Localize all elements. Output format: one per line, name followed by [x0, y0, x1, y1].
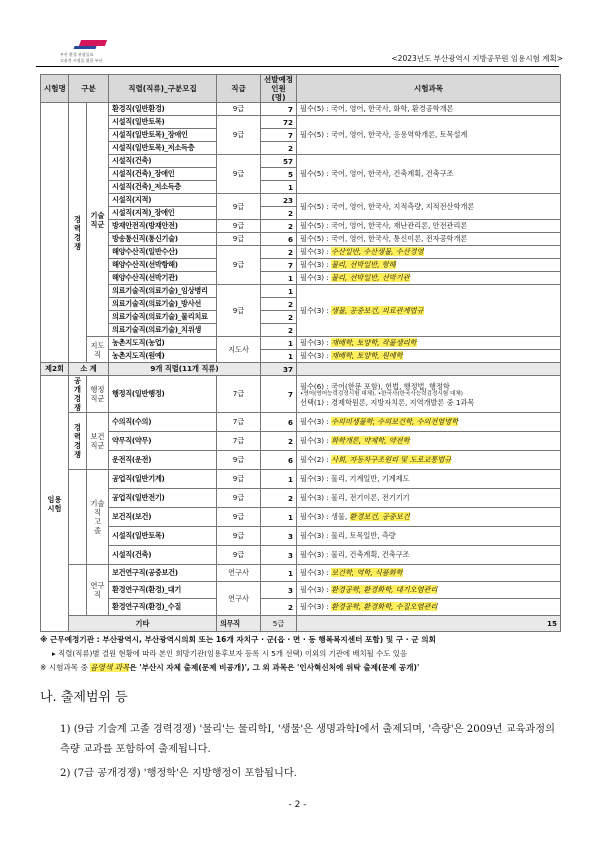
subject-highlight: 보건학, 역학, 식품화학	[331, 568, 403, 577]
count-cell: 2	[261, 432, 297, 451]
count-cell: 3	[261, 527, 297, 546]
job-cell: 시설직(일반토목)	[109, 116, 217, 129]
job-cell: 방재안전직(방재안전)	[109, 220, 217, 233]
subject-highlight: 화학개론, 약제학, 약전학	[331, 436, 410, 445]
gubun-sub: 보건 직군	[87, 413, 109, 470]
job-cell: 의료기술직(의료기술)_방사선	[109, 298, 217, 311]
subject-prefix: 필수(3) :	[300, 260, 332, 269]
job-cell: 환경연구직(환경)_대기	[109, 582, 217, 599]
subject-highlight: 재배학, 토양학, 원예학	[331, 351, 403, 360]
table-row	[41, 259, 561, 272]
grade-cell: 7급	[217, 413, 261, 432]
count-cell: 2	[261, 311, 297, 324]
count-cell: 2	[261, 220, 297, 233]
other-label: 기타	[69, 616, 217, 632]
job-cell: 약무직(약무)	[109, 432, 217, 451]
gubun-cell	[69, 470, 87, 565]
subject-line: •영어(영어능력검정시험 대체), •한국사(한국사능력검정시험 대체)	[300, 390, 463, 397]
section-title: 나. 출제범위 등	[40, 690, 128, 705]
count-cell: 7	[261, 103, 297, 116]
subject-highlight: 물리, 선박일반, 선박기관	[331, 273, 410, 282]
col-header: 직급	[217, 75, 261, 103]
subject-prefix: 필수(3) :	[300, 417, 332, 426]
grade-cell: 9급	[217, 220, 261, 233]
count-cell: 6	[261, 413, 297, 432]
subject-cell	[297, 432, 561, 451]
gubun-sub: 기술직 고 졸	[87, 470, 109, 565]
job-cell: 운전직(운전)	[109, 451, 217, 470]
col-header: 구분	[69, 75, 109, 103]
count-cell: 2	[261, 142, 297, 155]
job-cell: 해양수산직(선박항해)	[109, 259, 217, 272]
exam-table	[40, 74, 561, 632]
count-cell: 1	[261, 350, 297, 363]
grade-cell: 9급	[217, 285, 261, 337]
count-cell: 1	[261, 181, 297, 194]
job-cell: 시설직(일반토목)_저소득층	[109, 142, 217, 155]
count-cell: 7	[261, 376, 297, 413]
subject-line: 필수(6) : 국어(한문 포함), 헌법, 행정법, 행정학	[300, 381, 450, 391]
grade-cell: 9급	[217, 116, 261, 155]
page-header: <2023년도 부산광역시 지방공무원 임용시험 계획>	[391, 54, 563, 63]
grade-cell: 9급	[217, 527, 261, 546]
subtotal-label: 소 계	[69, 363, 109, 376]
gubun-sub: 행정 직군	[87, 376, 109, 413]
job-cell: 시설직(지적)	[109, 194, 217, 207]
subject-cell	[297, 259, 561, 272]
job-cell: 농촌지도직(농업)	[109, 337, 217, 350]
gubun-cell: 경력 경쟁	[69, 413, 87, 470]
job-cell: 의료기술직(의료기술)_임상병리	[109, 285, 217, 298]
table-row	[41, 470, 561, 489]
job-cell: 환경직(일반환경)	[109, 103, 217, 116]
logo-line2: 고품격 시정을 위한 부산	[60, 58, 103, 63]
job-cell: 의무직	[217, 616, 261, 632]
logo-line1: 부산 환경 관광물표	[60, 52, 94, 57]
subject-highlight: 환경공학, 환경화학, 대기오염관리	[331, 585, 438, 594]
grade-cell: 9급	[217, 470, 261, 489]
count-cell: 23	[261, 194, 297, 207]
count-cell: 2	[261, 324, 297, 337]
count-cell: 7	[261, 259, 297, 272]
grade-cell: 9급	[217, 246, 261, 285]
subject-highlight: 물리, 선박일반, 항해	[331, 260, 396, 269]
count-cell: 3	[261, 582, 297, 599]
table-header-row	[41, 75, 561, 103]
grade-cell: 7급	[217, 376, 261, 413]
job-cell: 수의직(수의)	[109, 413, 217, 432]
subject-cell	[297, 350, 561, 363]
table-row	[41, 599, 561, 616]
subject-highlight: 환경보건, 공중보건	[349, 512, 410, 521]
job-cell: 해양수산직(일반수산)	[109, 246, 217, 259]
count-cell: 1	[261, 272, 297, 285]
col-header: 시험과목	[297, 75, 561, 103]
job-cell: 시설직(건축)_저소득층	[109, 181, 217, 194]
count-cell: 5	[261, 168, 297, 181]
col-header: 직렬(직류)_구분모집	[109, 75, 217, 103]
subject-highlight: 수의미생물학, 수의보건학, 수의전염병학	[331, 417, 459, 426]
grade-cell: 9급	[217, 233, 261, 246]
gubun-sub: 연구직	[87, 565, 109, 616]
job-cell: 의료기술직(의료기술)_물리치료	[109, 311, 217, 324]
subject-cell: 필수(5) : 국어, 영어, 한국사, 지적측량, 지적전산학개론	[297, 194, 561, 220]
subtotal-blank	[297, 363, 561, 376]
table-row	[41, 527, 561, 546]
subject-highlight: 사회, 자동차구조원리 및 도로교통법규	[331, 455, 452, 464]
subtotal-count: 37	[261, 363, 297, 376]
job-cell: 시설직(일반토목)	[109, 527, 217, 546]
note-text: ※ 시험과목 중	[40, 663, 91, 672]
job-cell: 시설직(지적)_장애인	[109, 207, 217, 220]
grade-cell: 9급	[217, 451, 261, 470]
job-cell: 방송통신직(통신기술)	[109, 233, 217, 246]
table-row	[41, 489, 561, 508]
job-cell: 시설직(건축)	[109, 155, 217, 168]
subject-cell: 필수(3) : 물리, 토목일반, 측량	[297, 527, 561, 546]
gubun-cell	[69, 565, 87, 616]
subject-cell: 필수(3) : 물리, 기계일반, 기계제도	[297, 470, 561, 489]
subject-cell	[297, 413, 561, 432]
subject-highlight: 생물, 공중보건, 의료관계법규	[331, 305, 424, 315]
subject-cell	[297, 246, 561, 259]
grade-cell: 9급	[217, 194, 261, 220]
subject-cell	[297, 565, 561, 582]
grade-cell: 9급	[217, 508, 261, 527]
header-rule	[36, 66, 559, 67]
subject-prefix: 필수(3) :	[300, 351, 332, 360]
subject-prefix: 필수(3) :	[300, 305, 332, 315]
note-text: 은 '부산시 자체 출제(문제 비공개)', 그 외 과목은 '인사혁신처에 위탁 출제(문제 공개)'	[129, 663, 420, 672]
count-cell: 1	[261, 565, 297, 582]
job-cell: 시설직(일반토목)_장애인	[109, 129, 217, 142]
subject-cell	[297, 285, 561, 337]
grade-cell: 9급	[217, 546, 261, 565]
job-cell: 공업직(일반전기)	[109, 489, 217, 508]
table-row	[41, 546, 561, 565]
count-cell: 2	[261, 489, 297, 508]
table-row	[41, 272, 561, 285]
subject-prefix: 필수(3) :	[300, 247, 332, 256]
count-cell: 2	[261, 246, 297, 259]
gubun-cell: 경력 경쟁	[69, 103, 87, 363]
job-cell: 의료기술직(의료기술)_치위생	[109, 324, 217, 337]
count-cell: 57	[261, 155, 297, 168]
grade-cell: 연구사	[217, 565, 261, 582]
count-cell: 1	[261, 508, 297, 527]
subtotal-exam: 제2회	[41, 363, 69, 376]
table-row	[41, 337, 561, 350]
count-cell: 1	[261, 470, 297, 489]
count-cell: 2	[261, 298, 297, 311]
gubun-sub: 기술 직군	[87, 103, 109, 337]
subject-prefix: 필수(3) : 생물,	[300, 512, 350, 521]
table-row	[41, 103, 561, 116]
grade-cell: 9급	[217, 155, 261, 194]
subject-cell: 필수(5) : 국어, 영어, 한국사, 건축계획, 건축구조	[297, 155, 561, 194]
table-row	[41, 376, 561, 413]
job-cell: 보건연구직(공중보건)	[109, 565, 217, 582]
subject-prefix: 필수(3) :	[300, 273, 332, 282]
count-cell: 72	[261, 116, 297, 129]
subject-cell: 필수(5) : 국어, 영어, 한국사, 응용역학개론, 토목설계	[297, 116, 561, 155]
count-cell: 6	[261, 233, 297, 246]
table-row	[41, 285, 561, 298]
count-cell: 1	[261, 337, 297, 350]
table-row	[41, 565, 561, 582]
subject-cell	[297, 376, 561, 413]
subject-highlight: 재배학, 토양학, 작물생리학	[331, 338, 417, 347]
subject-prefix: 필수(3) :	[300, 338, 332, 347]
other-row	[41, 616, 561, 632]
subject-cell	[297, 508, 561, 527]
subject-cell: 필수(5) : 국어, 영어, 한국사, 재난관리론, 안전관리론	[297, 220, 561, 233]
job-cell: 시설직(건축)_장애인	[109, 168, 217, 181]
subject-cell: 필수(5) : 국어, 영어, 한국사, 화학, 환경공학개론	[297, 103, 561, 116]
grade-cell: 7급	[217, 432, 261, 451]
job-cell: 농촌지도직(원예)	[109, 350, 217, 363]
subject-cell	[297, 599, 561, 616]
count-cell: 2	[261, 207, 297, 220]
table-row	[41, 220, 561, 233]
table-row	[41, 116, 561, 129]
subject-cell	[297, 582, 561, 599]
count-cell: 3	[261, 546, 297, 565]
col-header: 선발예정 인원 (명)	[261, 75, 297, 103]
count-cell: 15	[297, 616, 561, 632]
note-highlight: 음영색 과목	[90, 663, 130, 672]
count-cell: 7	[261, 129, 297, 142]
grade-cell: 5급	[261, 616, 297, 632]
note-workplace: ※ 근무예정기관 : 부산광역시, 부산광역시의회 또는 16개 자치구 · 군(읍 · 면 · 동 행복복지센터 포함) 및 구 · 군 의회	[40, 635, 436, 644]
count-cell: 1	[261, 285, 297, 298]
job-cell: 행정직(일반행정)	[109, 376, 217, 413]
subject-cell: 필수(5) : 국어, 영어, 한국사, 통신이론, 전자공학개론	[297, 233, 561, 246]
subject-cell	[297, 337, 561, 350]
logo	[60, 40, 106, 66]
job-cell: 보건직(보건)	[109, 508, 217, 527]
grade-cell: 9급	[217, 489, 261, 508]
grade-cell: 지도사	[217, 337, 261, 363]
note-subjects	[40, 662, 419, 673]
paragraph-1: 1) (9급 기술계 고졸 경력경쟁) '물리'는 물리학Ⅰ, '생물'은 생명과학Ⅰ에서 출제되며, '측량'은 2009년 교육과정의 측량 교과를 포함하여 출제됩니다.	[60, 724, 555, 755]
subtotal-row	[41, 363, 561, 376]
subject-highlight: 수산일반, 수산생물, 수산경영	[331, 247, 424, 256]
job-cell: 공업직(일반기계)	[109, 470, 217, 489]
table-row	[41, 194, 561, 207]
table-row	[41, 451, 561, 470]
table-row	[41, 246, 561, 259]
table-row	[41, 233, 561, 246]
subject-cell: 필수(3) : 물리, 전기이론, 전기기기	[297, 489, 561, 508]
grade-cell: 9급	[217, 103, 261, 116]
table-row	[41, 582, 561, 599]
grade-cell: 연구사	[217, 582, 261, 616]
table-row	[41, 508, 561, 527]
table-row	[41, 432, 561, 451]
count-cell: 2	[261, 599, 297, 616]
table-row	[41, 350, 561, 363]
subtotal-desc: 9개 직렬(11개 직류)	[109, 363, 261, 376]
exam-cell	[41, 103, 69, 363]
exam-cell: 임용 시험	[41, 376, 69, 632]
count-cell: 6	[261, 451, 297, 470]
job-cell: 환경연구직(환경)_수질	[109, 599, 217, 616]
job-cell: 시설직(건축)	[109, 546, 217, 565]
subject-cell	[297, 272, 561, 285]
subject-highlight: 환경공학, 환경화학, 수질오염관리	[331, 602, 438, 611]
gubun-sub: 지도직	[87, 337, 109, 363]
gubun-cell: 공개 경쟁	[69, 376, 87, 413]
col-header: 시험명	[41, 75, 69, 103]
subject-prefix: 필수(3) :	[300, 568, 332, 577]
table-row	[41, 413, 561, 432]
subject-cell	[297, 451, 561, 470]
subject-prefix: 필수(3) :	[300, 436, 332, 445]
subject-cell: 필수(3) : 물리, 건축계획, 건축구조	[297, 546, 561, 565]
page-number: - 2 -	[288, 800, 307, 810]
job-cell: 해양수산직(선박기관)	[109, 272, 217, 285]
subject-prefix: 필수(3) :	[300, 602, 332, 611]
subject-line: 선택(1) : 경제학원론, 지방자치론, 지역개발론 중 1과목	[300, 397, 475, 407]
note-assignment: ▸ 직렬(직류)별 결원 현황에 따라 본인 희망기관(임용후보자 등록 시 5개 선택) 이외의 기관에 배치될 수도 있음	[52, 649, 408, 658]
table-row	[41, 155, 561, 168]
subject-prefix: 필수(2) :	[300, 455, 332, 464]
paragraph-2: 2) (7급 공개경쟁) '행정학'은 지방행정이 포함됩니다.	[60, 768, 297, 779]
subject-prefix: 필수(3) :	[300, 585, 332, 594]
